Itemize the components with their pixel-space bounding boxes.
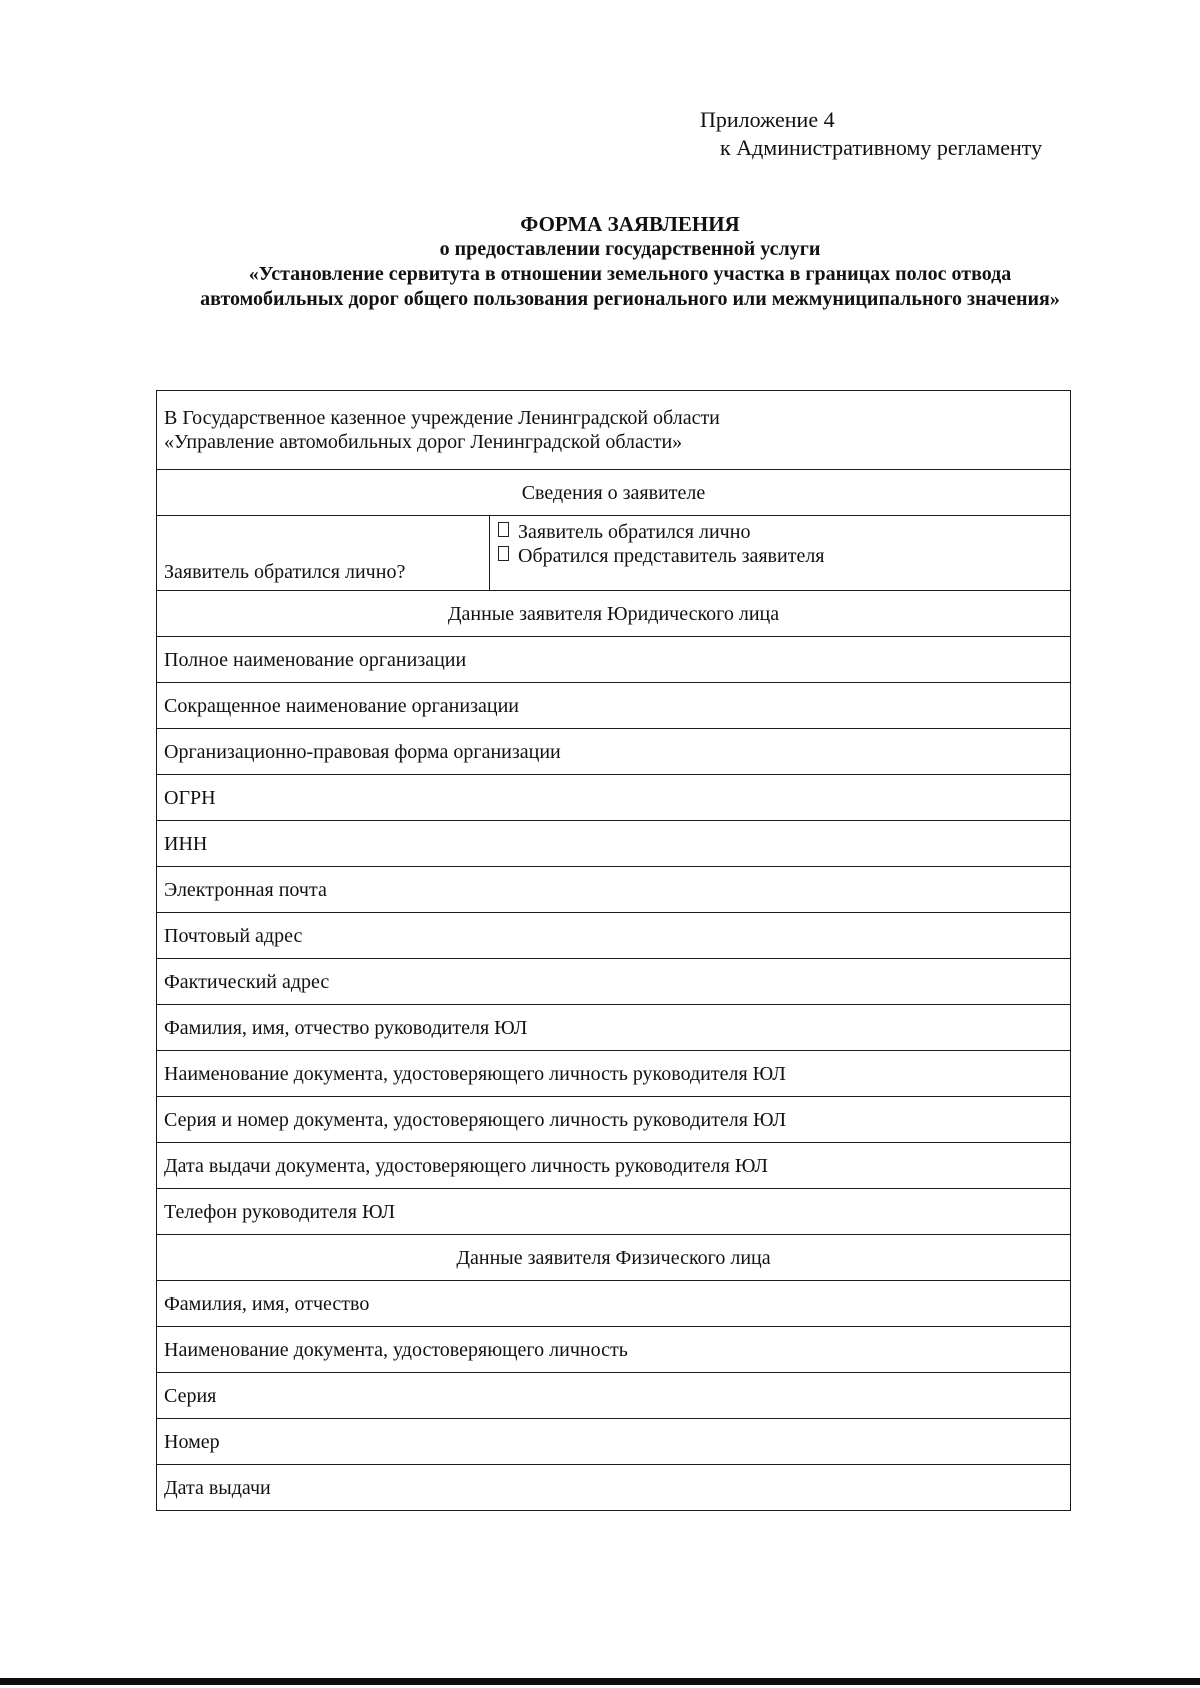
form-title-subheading: о предоставлении государственной услуги — [439, 238, 821, 260]
table-row — [157, 1373, 1071, 1419]
field-head-phone: Телефон руководителя ЮЛ — [157, 1189, 1071, 1235]
table-row — [157, 959, 1071, 1005]
field-legal-form: Организационно-правовая форма организации — [157, 729, 1071, 775]
table-row — [157, 637, 1071, 683]
table-row — [157, 1005, 1071, 1051]
field-postal-address: Почтовый адрес — [157, 913, 1071, 959]
field-individual-series: Серия — [157, 1373, 1071, 1419]
form-title-service-name: «Установление сервитута в отношении земельного участка в границах полос отвода автомобильных дорог общего пользования регионального или межмуниципального значения» — [200, 263, 1060, 310]
table-row — [157, 391, 1071, 470]
applicant-section-header: Сведения о заявителе — [157, 470, 1071, 516]
table-row — [157, 516, 1071, 591]
table-row — [157, 1143, 1071, 1189]
addressee-cell — [157, 391, 1071, 470]
field-head-full-name: Фамилия, имя, отчество руководителя ЮЛ — [157, 1005, 1071, 1051]
table-row — [157, 867, 1071, 913]
table-row — [157, 470, 1071, 516]
field-ogrn: ОГРН — [157, 775, 1071, 821]
option-representative[interactable] — [498, 544, 1063, 568]
appendix-note — [700, 106, 1042, 162]
form-title — [190, 212, 1070, 312]
table-row — [157, 1465, 1071, 1511]
table-row — [157, 729, 1071, 775]
field-short-org-name: Сокращенное наименование организации — [157, 683, 1071, 729]
addressee-line-2: «Управление автомобильных дорог Ленинградской области» — [164, 431, 683, 453]
field-head-id-issue-date: Дата выдачи документа, удостоверяющего личность руководителя ЮЛ — [157, 1143, 1071, 1189]
table-row — [157, 1189, 1071, 1235]
table-row — [157, 775, 1071, 821]
field-head-id-series-number: Серия и номер документа, удостоверяющего личность руководителя ЮЛ — [157, 1097, 1071, 1143]
option-representative-label: Обратился представитель заявителя — [518, 545, 825, 567]
table-row — [157, 591, 1071, 637]
checkbox-personal[interactable] — [498, 522, 509, 537]
option-personal[interactable] — [498, 520, 1063, 544]
field-actual-address: Фактический адрес — [157, 959, 1071, 1005]
table-row — [157, 1051, 1071, 1097]
application-form-table — [156, 390, 1071, 1511]
legal-entity-section-header: Данные заявителя Юридического лица — [157, 591, 1071, 637]
option-personal-label: Заявитель обратился лично — [518, 521, 751, 543]
table-row — [157, 1097, 1071, 1143]
page-bottom-rule — [0, 1678, 1200, 1685]
personal-visit-options — [490, 516, 1071, 591]
appendix-reference: к Административному регламенту — [720, 135, 1043, 160]
personal-visit-question: Заявитель обратился лично? — [157, 516, 490, 591]
field-individual-number: Номер — [157, 1419, 1071, 1465]
table-row — [157, 1281, 1071, 1327]
table-row — [157, 821, 1071, 867]
field-head-id-document-name: Наименование документа, удостоверяющего личность руководителя ЮЛ — [157, 1051, 1071, 1097]
table-row — [157, 683, 1071, 729]
table-row — [157, 1327, 1071, 1373]
field-individual-issue-date: Дата выдачи — [157, 1465, 1071, 1511]
field-full-org-name: Полное наименование организации — [157, 637, 1071, 683]
form-title-heading: ФОРМА ЗАЯВЛЕНИЯ — [520, 212, 740, 236]
individual-section-header: Данные заявителя Физического лица — [157, 1235, 1071, 1281]
table-row — [157, 1235, 1071, 1281]
field-individual-full-name: Фамилия, имя, отчество — [157, 1281, 1071, 1327]
checkbox-representative[interactable] — [498, 546, 509, 561]
table-row — [157, 1419, 1071, 1465]
appendix-number: Приложение 4 — [700, 107, 835, 132]
table-row — [157, 913, 1071, 959]
field-individual-id-document-name: Наименование документа, удостоверяющего личность — [157, 1327, 1071, 1373]
field-email: Электронная почта — [157, 867, 1071, 913]
field-inn: ИНН — [157, 821, 1071, 867]
addressee-line-1: В Государственное казенное учреждение Ленинградской области — [164, 407, 720, 429]
